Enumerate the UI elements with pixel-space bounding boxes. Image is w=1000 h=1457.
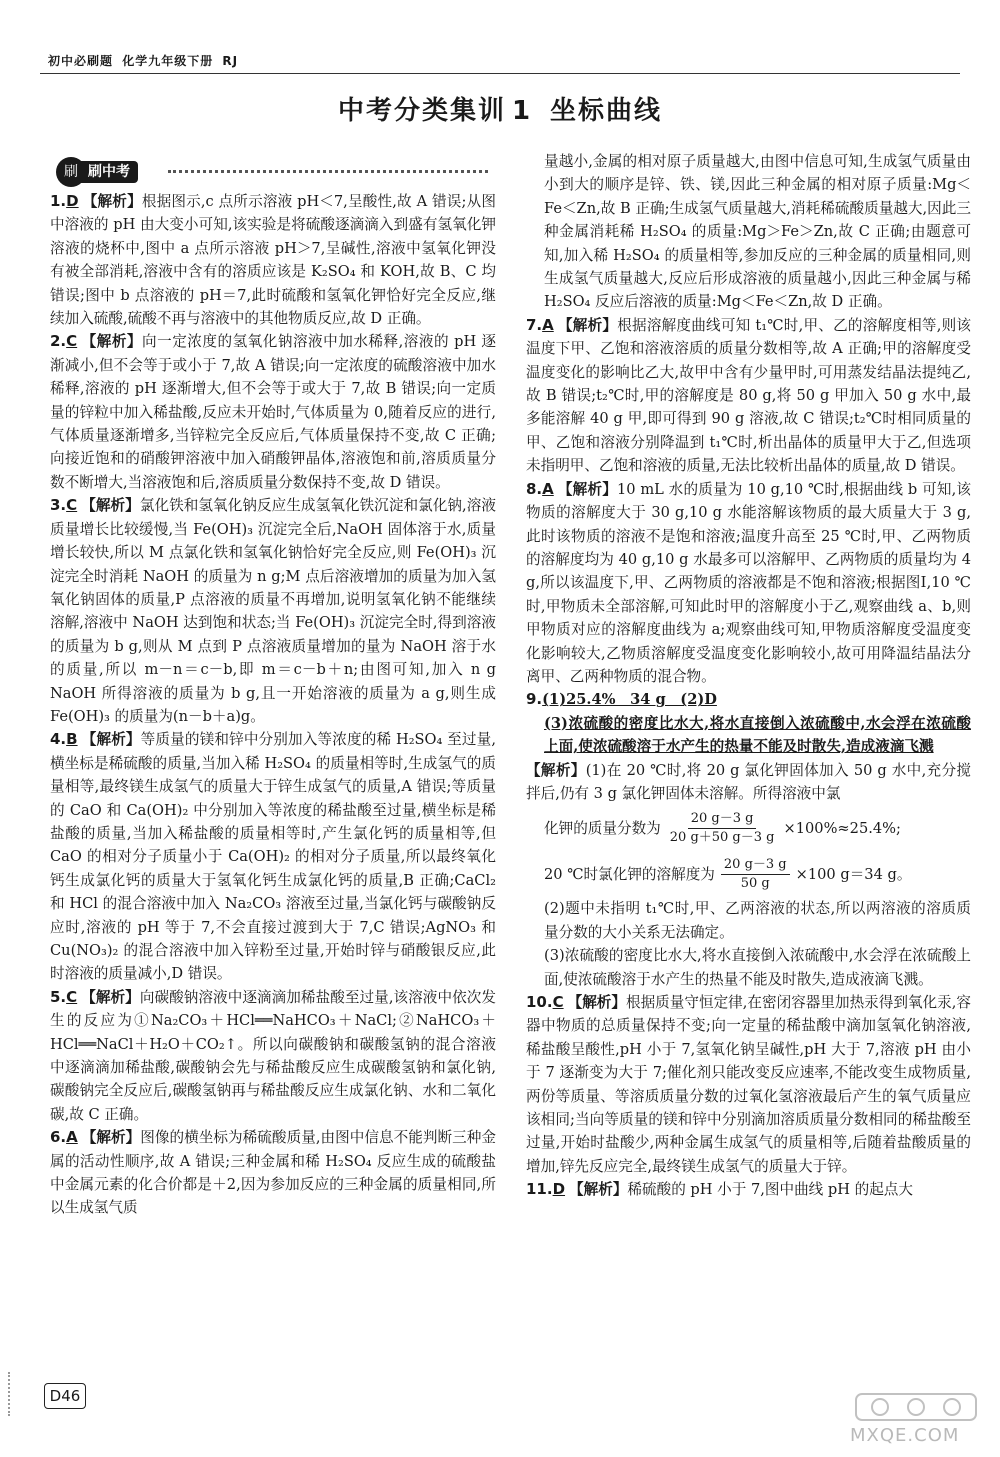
header-series: 初中必刷题 xyxy=(48,54,114,68)
calc2-fraction xyxy=(721,856,790,893)
calc1-tail: ×100%≈25.4%; xyxy=(783,819,901,837)
answer-list-left xyxy=(50,190,496,1220)
answer-choice: B xyxy=(66,730,78,749)
analysis-text: 氯化铁和氢氧化钠反应生成氢氧化铁沉淀和氯化钠,溶液质量增长比较缓慢,当 Fe(OH)₃ 沉淀完全后,NaOH 固体溶于水,质量增长较快,所以 M 点氯化铁和氢氧化钠恰好完全反应,则 Fe(OH)₃ 沉淀完全时消耗 NaOH 的质量为 n g;M 点后溶液增加的质量为加入氢氧化钠固体的质量,P 点溶液的质量不再增加,说明氢氧化钠不能继续溶解,溶液中 NaOH 达到饱和状态;当 Fe(OH)₃ 沉淀完全时,得到溶液的质量为 b g,则从 M 点到 P 点溶液质量增加的量为 NaOH 溶于水的质量,所以 m－n＝c－b,即 m＝c－b＋n;由图可知,加入 n g NaOH 所得溶液的质量为 b g,且一开始溶液的质量为 a g,则生成 Fe(OH)₃ 的质量为(n－b＋a)g。 xyxy=(50,497,496,725)
answer-list-right xyxy=(526,314,971,689)
answer-9-calc2 xyxy=(526,851,971,897)
section-badge-label: 刷中考 xyxy=(80,161,138,183)
answer-9-line2-text: (3)浓硫酸的密度比水大,将水直接倒入浓硫酸中,水会浮在浓硫酸上面,使浓硫酸溶于水产生的热量不能及时散失,造成液滴飞溅 xyxy=(544,714,971,756)
watermark-text: MXQE.COM xyxy=(850,1425,960,1446)
left-column xyxy=(50,150,496,1220)
answer-item xyxy=(50,494,496,728)
page-number: D46 xyxy=(44,1383,86,1409)
calc1-num: 20 g－3 g xyxy=(688,810,757,829)
answer-9-tag: 【解析】 xyxy=(526,761,586,779)
answer-item xyxy=(50,190,496,330)
answer-number: 4. xyxy=(50,730,67,749)
answer-number: 6. xyxy=(50,1128,67,1147)
dotted-divider xyxy=(168,170,488,173)
answer-choice: D xyxy=(552,1180,566,1199)
calc1-lead: 化钾的质量分数为 xyxy=(544,819,661,837)
answer-number: 3. xyxy=(50,496,67,515)
answer-number: 1. xyxy=(50,192,67,210)
running-header xyxy=(48,50,242,73)
answer-item xyxy=(50,1126,496,1220)
answer-choice: C xyxy=(66,332,78,351)
answer-choice: C xyxy=(66,987,78,1006)
answer-9-p1: (1)在 20 ℃时,将 20 g 氯化钾固体加入 50 g 水中,充分搅拌后,仍有 3 g 氯化钾固体未溶解。所得溶液中氯 xyxy=(526,761,971,802)
right-column xyxy=(526,150,971,1202)
answer-9-analysis xyxy=(526,759,971,806)
answer-9-p2: (2)题中未指明 t₁℃时,甲、乙两溶液的状态,所以两溶液的溶质质量分数的大小关系无法确定。 xyxy=(544,900,971,941)
answer-item xyxy=(526,478,971,689)
answer-9-p3: (3)浓硫酸的密度比水大,将水直接倒入浓硫酸中,水会浮在浓硫酸上面,使浓硫酸溶于水产生的热量不能及时散失,造成液滴飞溅。 xyxy=(544,947,971,988)
title-number: 1 xyxy=(511,96,533,126)
answer-9-line1 xyxy=(526,688,971,711)
calc1-fraction xyxy=(667,810,778,847)
answer-9-calc1 xyxy=(526,805,971,851)
answer-choice: A xyxy=(542,479,554,498)
analysis-text: 10 mL 水的质量为 10 g,10 ℃时,根据曲线 b 可知,该物质的溶解度大于 30 g,10 g 水能溶解该物质的最大质量大于 3 g,此时该物质的溶液不是饱和溶液;温度升高至 25 ℃时,甲、乙两物质的溶解度均为 40 g,10 g 水最多可以溶解甲、乙两物质的质量均为 4 g,所以该温度下,甲、乙两物质的溶液都是不饱和溶液;根据图Ⅰ,10 ℃时,甲物质未全部溶解,可知此时甲的溶解度小于乙,观察曲线 a、b,则甲物质对应的溶解度曲线为 a;观察曲线可知,甲物质溶解度受温度变化影响较大,乙物质溶解度受温度变化影响较小,故可用降温结晶法分离甲、乙两种物质的混合物。 xyxy=(526,480,971,685)
watermark-logo xyxy=(820,1390,990,1450)
calc1-den: 20 g＋50 g－3 g xyxy=(669,829,775,845)
answer-number: 11. xyxy=(526,1180,553,1199)
analysis-tag: 【解析】 xyxy=(557,316,618,334)
answer-item xyxy=(50,728,496,985)
page-edge-dots xyxy=(8,1372,40,1416)
answer-9-number: 9. xyxy=(526,690,543,709)
analysis-text: 向一定浓度的氢氧化钠溶液中加水稀释,溶液的 pH 逐渐减小,但不会等于或小于 7,故 A 错误;向一定浓度的硫酸溶液中加水稀释,溶液的 pH 逐渐增大,但不会等于或大于 7,故 B 错误;向一定质量的锌粒中加入稀盐酸,反应未开始时,气体质量为 0,随着反应的进行,气体质量逐渐增多,当锌粒完全反应后,气体质量保持不变,故 C 正确;向接近饱和的硝酸钾溶液中加入硝酸钾晶体,溶液饱和前,溶质质量分数不断增大,当溶液饱和后,溶质质量分数保持不变,故 D 错误。 xyxy=(50,333,496,491)
answer-number: 5. xyxy=(50,987,67,1006)
analysis-text: 根据质量守恒定律,在密闭容器里加热汞得到氧化汞,容器中物质的总质量保持不变;向一定量的稀盐酸中滴加氢氧化钠溶液,稀盐酸呈酸性,pH 小于 7,氢氧化钠呈碱性,pH 大于 7,溶液 pH 由小于 7 逐渐变为大于 7;催化剂只能改变反应速率,不能改变生成物质量,两份等质量、等溶质质量分数的过氧化氢溶液最后产生的氧气质量应该相同;当向等质量的镁和锌中分别滴加溶质质量分数相同的稀盐酸至过量,开始时盐酸少,两种金属生成氢气的质量相等,后随着盐酸质量的增加,锌先反应完全,最终镁生成氢气的质量大于锌。 xyxy=(526,994,971,1175)
answer-item xyxy=(526,991,971,1178)
answer-9-line1-text: (1)25.4% 34 g (2)D xyxy=(542,691,717,709)
analysis-tag: 【解析】 xyxy=(567,994,626,1011)
analysis-tag: 【解析】 xyxy=(81,731,141,749)
calc2-den: 50 g xyxy=(740,875,770,891)
answer-9-line2 xyxy=(526,712,971,759)
title-prefix: 中考分类集训 xyxy=(337,96,506,126)
answer-choice: A xyxy=(542,315,554,334)
header-divider xyxy=(40,73,960,74)
analysis-tag: 【解析】 xyxy=(81,988,140,1006)
answer-item xyxy=(50,986,496,1126)
analysis-text: 根据溶解度曲线可知 t₁℃时,甲、乙的溶解度相等,则该温度下甲、乙饱和溶液溶质的质量分数相等,故 A 正确;甲的溶解度受温度变化的影响比乙大,故甲中含有少量甲时,可用蒸发结晶法提纯乙,故 B 错误;t₂℃时,甲的溶解度是 80 g,将 50 g 甲加入 50 g 水中,最多能溶解 40 g 甲,即可得到 90 g 溶液,故 C 错误;t₂℃时相同质量的甲、乙饱和溶液分别降温到 t₁℃时,析出晶体的质量甲大于乙,但选项未指明甲、乙饱和溶液的质量,无法比较析出晶体的质量,故 D 错误。 xyxy=(526,316,971,475)
analysis-tag: 【解析】 xyxy=(81,1129,141,1147)
analysis-text: 图像的横坐标为稀硫酸质量,由图中信息不能判断三种金属的活动性顺序,故 A 错误;三种金属和稀 H₂SO₄ 反应生成的硫酸盐中金属元素的化合价都是＋2,因为参加反应的三种金属的质量相同,所以生成氢气质 xyxy=(50,1129,496,1217)
answer-number: 10. xyxy=(526,993,553,1011)
answer-number: 7. xyxy=(526,315,543,334)
answer-choice: C xyxy=(66,496,78,515)
analysis-tag: 【解析】 xyxy=(557,480,617,498)
calc2-num: 20 g－3 g xyxy=(721,856,790,875)
analysis-text: 等质量的镁和锌中分别加入等浓度的稀 H₂SO₄ 至过量,横坐标是稀硫酸的质量,当加入稀 H₂SO₄ 的质量相等时,生成氢气的质量相等,最终镁生成氢气的质量大于锌生成氢气的质量,A 错误;等质量的 CaO 和 Ca(OH)₂ 中分别加入等浓度的稀盐酸至过量,横坐标是稀盐酸的质量,当加入稀盐酸的质量相等时,产生氯化钙的质量相等,但 CaO 的相对分子质量小于 Ca(OH)₂ 的相对分子质量,所以最终氧化钙生成氯化钙的质量大于氢氧化钙生成氯化钙的质量,B 正确;CaCl₂ 和 HCl 的混合溶液中加入 Na₂CO₃ 溶液至过量,当氯化钙与碳酸钠反应时,溶液的 pH 等于 7,不会直接过渡到大于 7,C 错误;AgNO₃ 和 Cu(NO₃)₂ 的混合溶液中加入锌粉至过量,开始时锌与硝酸银反应,此时溶液的质量减小,D 错误。 xyxy=(50,731,496,983)
answer-list-right-2 xyxy=(526,991,971,1202)
answer-9 xyxy=(526,688,971,991)
answer-choice: A xyxy=(66,1128,78,1147)
header-edition: RJ xyxy=(222,54,239,68)
analysis-text: 稀硫酸的 pH 小于 7,图中曲线 pH 的起点大 xyxy=(627,1181,913,1199)
answer-item xyxy=(50,330,496,494)
answer-number: 2. xyxy=(50,332,67,351)
brush-icon: 刷 xyxy=(56,157,86,187)
title-topic: 坐标曲线 xyxy=(550,96,663,126)
page-title xyxy=(0,96,1000,126)
analysis-text: 向碳酸钠溶液中逐滴滴加稀盐酸至过量,该溶液中依次发生的反应为①Na₂CO₃＋HCl══NaHCO₃＋NaCl;②NaHCO₃＋HCl══NaCl＋H₂O＋CO₂↑。所以向碳酸钠和碳酸氢钠的混合溶液中逐滴滴加稀盐酸,碳酸钠会先与稀盐酸反应生成碳酸氢钠和氯化钠,碳酸钠完全反应后,碳酸氢钠再与稀盐酸反应生成氯化钠、水和二氧化碳,故 C 正确。 xyxy=(50,988,496,1123)
analysis-tag: 【解析】 xyxy=(569,1181,628,1199)
header-subject: 化学九年级下册 xyxy=(122,54,214,68)
answer-number: 8. xyxy=(526,479,543,498)
analysis-tag: 【解析】 xyxy=(81,333,143,351)
answer-6-continuation: 量越小,金属的相对原子质量越大,由图中信息可知,生成氢气质量由小到大的顺序是锌、铁、镁,因此三种金属的相对原子质量:Mg＜Fe＜Zn,故 B 正确;生成氢气质量越大,消耗稀硫酸质量越大,因此三种金属消耗稀 H₂SO₄ 的质量:Mg＞Fe＞Zn,故 C 正确;由题意可知,加入稀 H₂SO₄ 的质量相等,参加反应的三种金属的质量相同,则生成氢气质量越大,反应后形成溶液的质量越小,因此三种金属与稀 H₂SO₄ 反应后溶液的质量:Mg＜Fe＜Zn,故 D 正确。 xyxy=(544,153,971,311)
answer-item xyxy=(526,314,971,478)
analysis-tag: 【解析】 xyxy=(81,497,140,515)
section-badge xyxy=(56,157,164,187)
answer-choice: D xyxy=(66,192,79,210)
analysis-text: 根据图示,c 点所示溶液 pH＜7,呈酸性,故 A 错误;从图中溶液的 pH 由大变小可知,该实验是将硫酸逐滴滴入到盛有氢氧化钾溶液的烧杯中,图中 a 点所示溶液 pH＞7,呈碱性,溶液中氢氧化钾没有被全部消耗,溶液中含有的溶质应该是 K₂SO₄ 和 KOH,故 B、C 均错误;图中 b 点溶液的 pH＝7,此时硫酸和氢氧化钾恰好完全反应,继续加入硫酸,硫酸不再与溶液中的其他物质反应,故 D 正确。 xyxy=(50,193,496,328)
section-badge-row xyxy=(50,150,496,190)
calc2-lead: 20 ℃时氯化钾的溶解度为 xyxy=(544,865,715,883)
answer-item xyxy=(526,1178,971,1201)
answer-choice: C xyxy=(552,993,564,1011)
calc2-tail: ×100 g＝34 g。 xyxy=(795,865,912,883)
analysis-tag: 【解析】 xyxy=(82,193,142,210)
